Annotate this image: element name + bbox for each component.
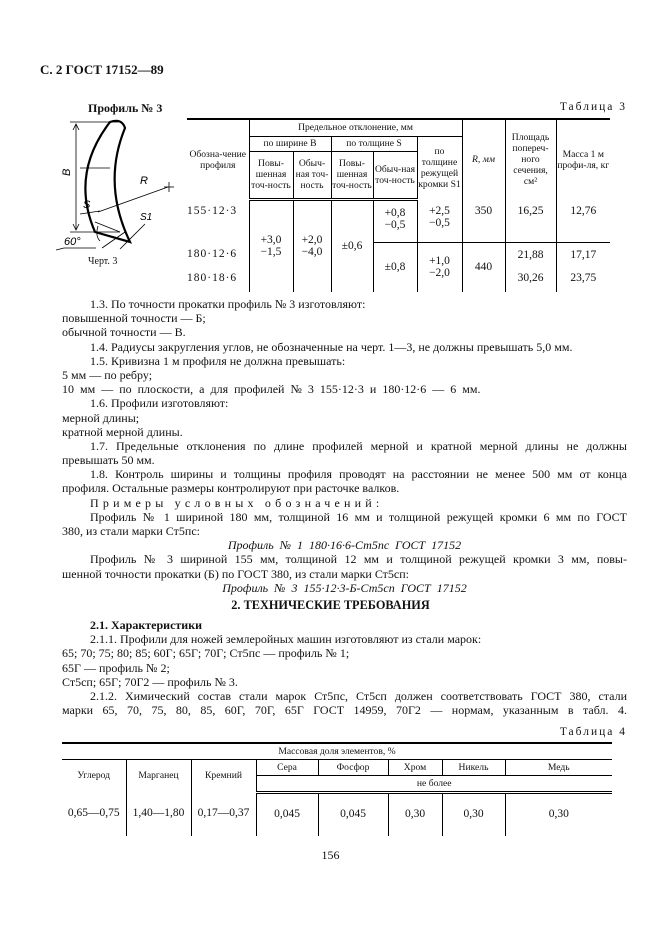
th-not-more: не более xyxy=(256,775,612,792)
th-by-thickness: по толщине S xyxy=(331,136,417,151)
example-designation-2: Профиль № 3 155·12·3-Б-Ст5сп ГОСТ 17152 xyxy=(222,580,467,595)
th-width-increased: Повы-шенная точ-ность xyxy=(249,151,293,199)
table4-label: Таблица 4 xyxy=(559,726,627,738)
th-by-edge: по толщине режущей кромки S1 xyxy=(417,136,462,199)
edge-1: +2,5 −0,5 xyxy=(417,199,462,242)
th-limit-dev: Предельное отклонение, мм xyxy=(249,119,462,136)
r-23: 440 xyxy=(462,242,505,292)
th-area: Площадь попереч-ного сечения, см² xyxy=(505,119,556,199)
th-width-normal: Обыч-ная точ-ность xyxy=(293,151,331,199)
th-r: R, мм xyxy=(462,119,505,199)
subsection-title: 2.1. Характеристики xyxy=(90,618,203,632)
example-designation-1: Профиль № 1 180·16·6-Ст5пс ГОСТ 17152 xyxy=(227,538,462,553)
table-row: 180·12·6 ±0,8 +1,0 −2,0 440 21,88 17,17 xyxy=(187,242,610,266)
label-s1: S1 xyxy=(140,212,153,223)
label-b: B xyxy=(61,168,73,176)
table-row: 180·18·6 30,26 23,75 xyxy=(187,266,610,292)
thick-normal-1: +0,8 −0,5 xyxy=(373,199,417,242)
label-angle: 60° xyxy=(64,236,81,248)
th-copper: Медь xyxy=(505,759,612,775)
th-thick-normal: Обыч-ная точ-ность xyxy=(373,151,417,199)
th-designation: Обозна-чение профиля xyxy=(189,148,247,171)
width-normal: +2,0 −4,0 xyxy=(293,199,331,292)
th-mass: Масса 1 м профи-ля, кг xyxy=(556,119,610,199)
width-increased: +3,0 −1,5 xyxy=(249,199,293,292)
page-number: 156 xyxy=(321,848,340,862)
th-phosphorus: Фосфор xyxy=(318,759,388,775)
th-thick-increased: Повы-шенная точ-ность xyxy=(331,151,373,199)
th-sulfur: Сера xyxy=(256,759,318,775)
edge-23: +1,0 −2,0 xyxy=(417,242,462,292)
th-mass-fraction: Массовая доля элементов, % xyxy=(62,743,612,759)
r-1: 350 xyxy=(462,199,505,242)
section-2-title: 2. ТЕХНИЧЕСКИЕ ТРЕБОВАНИЯ xyxy=(231,598,430,612)
table-row: 0,65—0,75 1,40—1,80 0,17—0,37 0,045 0,045 0,30 0,30 0,30 xyxy=(62,792,612,836)
th-manganese: Марганец xyxy=(126,759,191,792)
figure-caption: Черт. 3 xyxy=(88,256,118,267)
profile-title: Профиль № 3 xyxy=(88,101,163,115)
page-header: С. 2 ГОСТ 17152—89 xyxy=(40,62,164,77)
table-row: 155·12·3 +3,0 −1,5 +2,0 −4,0 ±0,6 +0,8 −0,5 +2,5 −0,5 350 16,25 12,76 xyxy=(187,199,610,242)
section-1-text: 1.3. По точности прокатки профиль № 3 изготовляют: повышенной точности — Б; обычной точности — В. 1.4. Радиусы закругления углов, не обозначенные на черт. 1—3, не должны превышать 5,0 мм. 1.5. Кривизна 1 м профиля не должна превышать: 5 мм — по ребру; 10 мм — по плоскости, а для профилей № 3 155·12·3 и 180·12·6 — 6 мм. 1.6. Профили изготовляют: мерной длины; кратной мерной длины. 1.7. Предельные отклонения по длине профилей мерной и кратной мерной длины не должны превышать 50 мм. 1.8. Контроль ширины и толщины профиля проводят на расстоянии не менее 500 мм от конца профиля. Остальные размеры контролируют при расточке валков. Примеры условных обозначений: Профиль № 1 шириной 180 мм, толщиной 16 мм и толщиной режущей кромки 6 мм по ГОСТ 380, из стали марки Ст5пс: Профиль № 1 180·16·6-Ст5пс ГОСТ 17152 Профиль № 3 шириной 155 мм, толщиной 12 мм и толщиной режущей кромки 3 мм, повы- шенной точности прокатки (Б) по ГОСТ 380, из стали марки Ст5сп: Профиль № 3 155·12·3-Б-Ст5сп ГОСТ 17152 xyxy=(62,297,627,595)
label-s: S xyxy=(83,199,91,211)
table-4 xyxy=(62,742,612,836)
table-3 xyxy=(187,118,610,292)
table3-label: Таблица 3 xyxy=(559,101,627,113)
th-nickel: Никель xyxy=(442,759,505,775)
thick-increased: ±0,6 xyxy=(331,199,373,292)
th-silicon: Кремний xyxy=(191,759,256,792)
th-carbon: Углерод xyxy=(77,770,111,782)
thick-normal-23: ±0,8 xyxy=(373,242,417,292)
section-2-text: 2.1. Характеристики 2.1.1. Профили для ножей землеройных машин изготовляют из стали марок: 65; 70; 75; 80; 85; 60Г; 65Г; 70Г; Ст5пс — профиль № 1; 65Г — профиль № 2; Ст5сп; 65Г; 70Г2 — профиль № 3. 2.1.2. Химический состав стали марок Ст5пс, Ст5сп должен соответствовать ГОСТ 380, стали марки 65, 70, 75, 80, 85, 60Г, 70Г, 65Г ГОСТ 14959, 70Г2 — нормам, указанным в табл. 4. xyxy=(62,618,627,718)
profile-drawing xyxy=(40,114,185,252)
label-r: R xyxy=(140,175,148,187)
th-by-width: по ширине B xyxy=(249,136,331,151)
th-chromium: Хром xyxy=(388,759,442,775)
